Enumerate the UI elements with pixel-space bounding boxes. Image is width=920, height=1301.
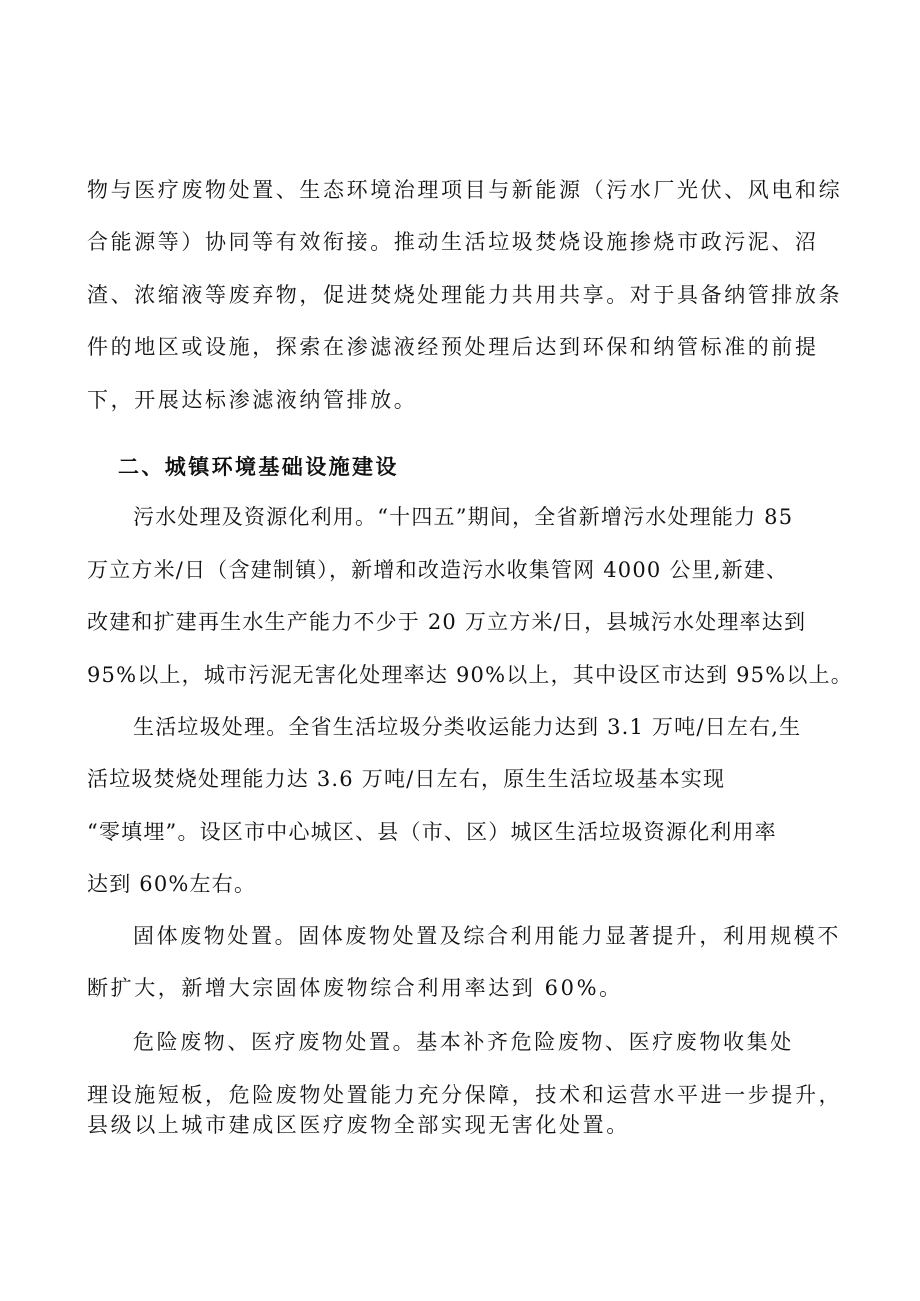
text-line: 物与医疗废物处置、生态环境治理项目与新能源（污水厂光伏、风电和综 [87,178,843,202]
text-line: 改建和扩建再生水生产能力不少于 20 万立方米/日，县城污水处理率达到 [87,610,807,634]
text-line: 活垃圾焚烧处理能力达 3.6 万吨/日左右，原生生活垃圾基本实现 [87,767,726,791]
text-line: 件的地区或设施，探索在渗滤液经预处理后达到环保和纳管标准的前提 [87,335,819,359]
text-line: 危险废物、医疗废物处置。基本补齐危险废物、医疗废物收集处 [133,1030,794,1054]
text-line: 理设施短板，危险废物处置能力充分保障，技术和运营水平进一步提升， [87,1083,843,1107]
text-line: 固体废物处置。固体废物处置及综合利用能力显著提升，利用规模不 [133,924,841,948]
text-line: 达到 60%左右。 [87,872,257,896]
text-line: 万立方米/日（含建制镇），新增和改造污水收集管网 4000 公里,新建、 [87,558,789,582]
text-line: “零填埋”。设区市中心城区、县（市、区）城区生活垃圾资源化利用率 [87,820,777,844]
text-line: 95%以上，城市污泥无害化处理率达 90%以上，其中设区市达到 95%以上。 [87,663,853,687]
text-line: 县级以上城市建成区医疗废物全部实现无害化处置。 [87,1113,630,1137]
section-heading: 二、城镇环境基础设施建设 [118,455,399,479]
text-line: 合能源等）协同等有效衔接。推动生活垃圾焚烧设施掺烧市政污泥、沼 [87,230,819,254]
text-line: 污水处理及资源化利用。“十四五”期间，全省新增污水处理能力 85 [133,505,794,529]
text-line: 渣、浓缩液等废弃物，促进焚烧处理能力共用共享。对于具备纳管排放条 [87,283,843,307]
text-line: 生活垃圾处理。全省生活垃圾分类收运能力达到 3.1 万吨/日左右,生 [133,715,802,739]
text-line: 断扩大，新增大宗固体废物综合利用率达到 60%。 [87,976,623,1000]
text-line: 下，开展达标渗滤液纳管排放。 [87,388,418,412]
